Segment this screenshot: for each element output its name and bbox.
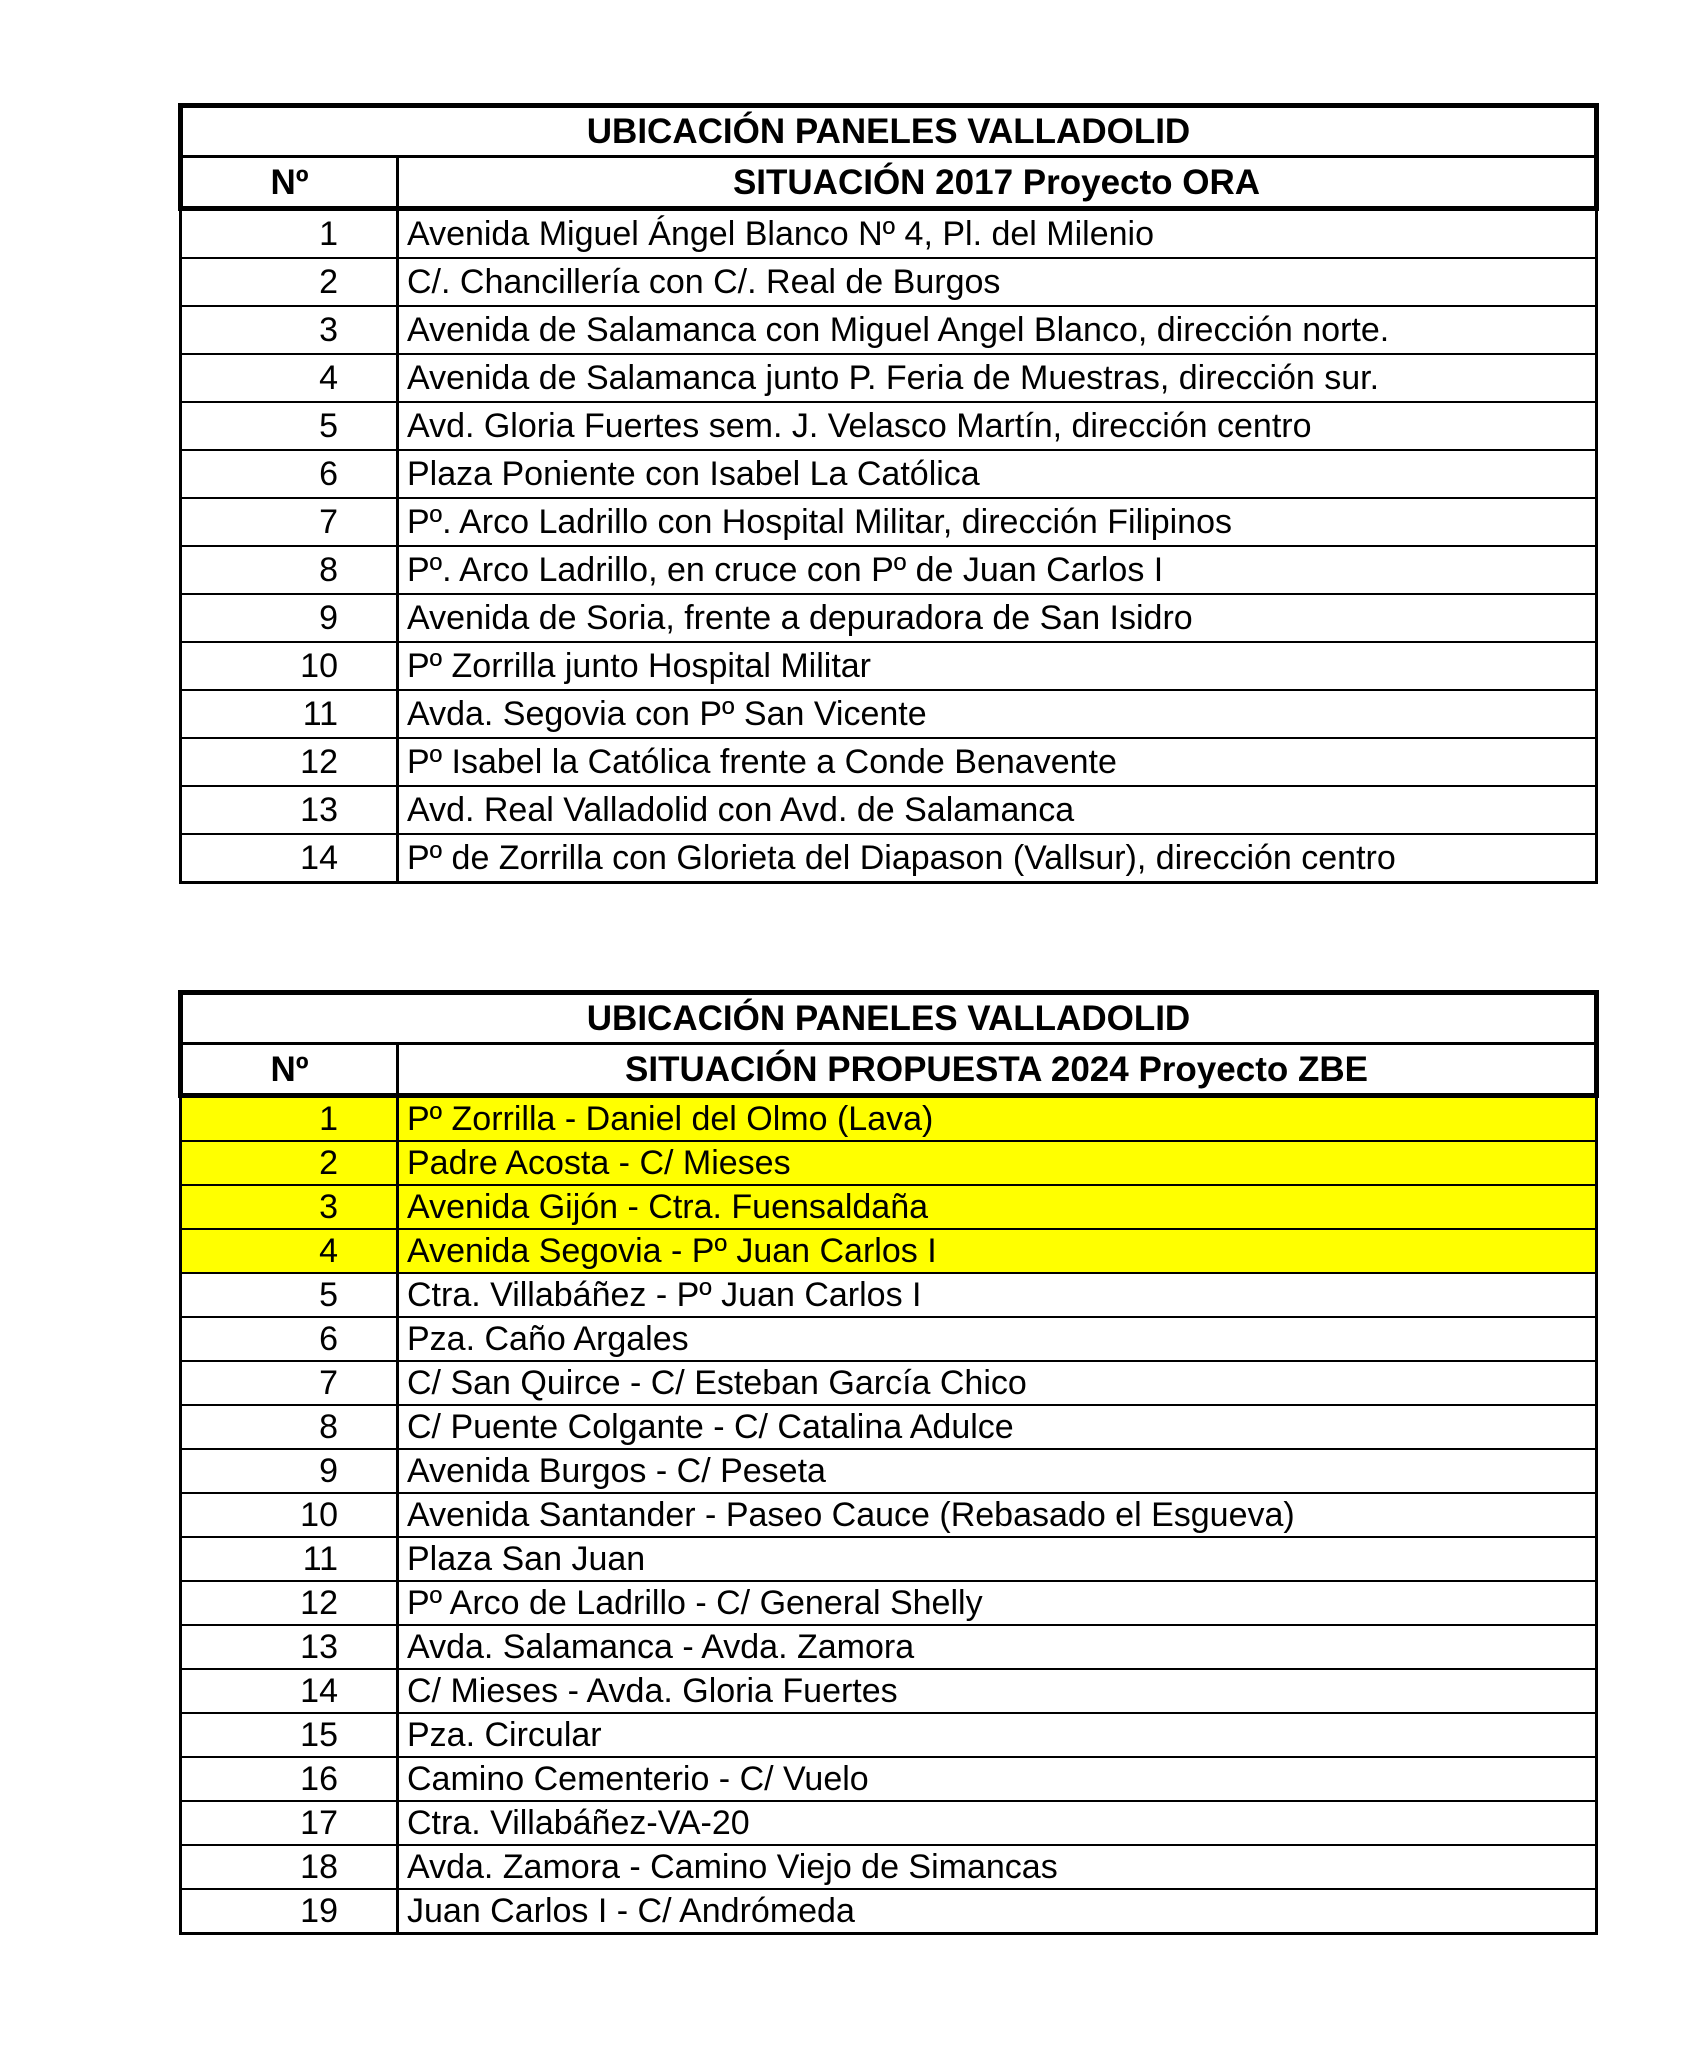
table-row [181,1449,1597,1493]
row-location: Pº Zorrilla - Daniel del Olmo (Lava) [398,1096,1597,1142]
row-location: Ctra. Villabáñez - Pº Juan Carlos I [398,1273,1597,1317]
table-row [181,1229,1597,1273]
row-number: 1 [181,1096,398,1142]
row-location: Ctra. Villabáñez-VA-20 [398,1801,1597,1845]
row-location: Avenida de Salamanca junto P. Feria de Muestras, dirección sur. [398,354,1597,402]
table-title-row [181,106,1597,157]
panels-table-2017-body [181,106,1597,883]
row-location: C/. Chancillería con C/. Real de Burgos [398,258,1597,306]
row-number: 5 [181,1273,398,1317]
table-header-row [181,1044,1597,1096]
table-row [181,402,1597,450]
row-number: 15 [181,1713,398,1757]
row-number: 13 [181,786,398,834]
row-location: Plaza San Juan [398,1537,1597,1581]
table-title-row [181,993,1597,1044]
header-number: Nº [181,1044,398,1096]
row-number: 6 [181,1317,398,1361]
row-number: 3 [181,306,398,354]
row-location: Avda. Zamora - Camino Viejo de Simancas [398,1845,1597,1889]
row-location: C/ Puente Colgante - C/ Catalina Adulce [398,1405,1597,1449]
row-number: 19 [181,1889,398,1934]
table-row [181,1889,1597,1934]
table-row [181,1713,1597,1757]
table-row [181,258,1597,306]
table-row [181,786,1597,834]
row-location: Avenida Gijón - Ctra. Fuensaldaña [398,1185,1597,1229]
row-location: Juan Carlos I - C/ Andrómeda [398,1889,1597,1934]
row-number: 12 [181,738,398,786]
row-location: Avenida Burgos - C/ Peseta [398,1449,1597,1493]
panels-table-2024-body [181,993,1597,1934]
row-number: 14 [181,1669,398,1713]
row-location: Pº Isabel la Católica frente a Conde Benavente [398,738,1597,786]
table-title: UBICACIÓN PANELES VALLADOLID [181,106,1597,157]
table-row [181,354,1597,402]
row-location: Padre Acosta - C/ Mieses [398,1141,1597,1185]
header-location: SITUACIÓN 2017 Proyecto ORA [398,157,1597,209]
table-row [181,1757,1597,1801]
row-location: Avenida de Soria, frente a depuradora de San Isidro [398,594,1597,642]
row-location: Pº Arco de Ladrillo - C/ General Shelly [398,1581,1597,1625]
table-row [181,1096,1597,1142]
table-row [181,1185,1597,1229]
row-number: 10 [181,1493,398,1537]
row-location: Pº. Arco Ladrillo con Hospital Militar, dirección Filipinos [398,498,1597,546]
table-row [181,546,1597,594]
row-number: 11 [181,1537,398,1581]
table-row [181,1537,1597,1581]
row-location: Pza. Caño Argales [398,1317,1597,1361]
row-number: 12 [181,1581,398,1625]
row-number: 18 [181,1845,398,1889]
row-number: 13 [181,1625,398,1669]
row-location: Avenida de Salamanca con Miguel Angel Blanco, dirección norte. [398,306,1597,354]
row-location: C/ Mieses - Avda. Gloria Fuertes [398,1669,1597,1713]
table-row [181,1361,1597,1405]
row-location: Pº de Zorrilla con Glorieta del Diapason (Vallsur), dirección centro [398,834,1597,883]
table-row [181,1493,1597,1537]
row-number: 14 [181,834,398,883]
table-header-row [181,157,1597,209]
row-location: Plaza Poniente con Isabel La Católica [398,450,1597,498]
table-row [181,642,1597,690]
row-number: 8 [181,546,398,594]
row-number: 7 [181,1361,398,1405]
row-number: 8 [181,1405,398,1449]
table-title: UBICACIÓN PANELES VALLADOLID [181,993,1597,1044]
row-location: Avda. Salamanca - Avda. Zamora [398,1625,1597,1669]
row-number: 9 [181,1449,398,1493]
table-row [181,1273,1597,1317]
row-location: Pza. Circular [398,1713,1597,1757]
row-number: 2 [181,258,398,306]
header-location: SITUACIÓN PROPUESTA 2024 Proyecto ZBE [398,1044,1597,1096]
table-row [181,1581,1597,1625]
row-number: 11 [181,690,398,738]
row-number: 17 [181,1801,398,1845]
row-location: Pº Zorrilla junto Hospital Militar [398,642,1597,690]
row-location: Avenida Santander - Paseo Cauce (Rebasado el Esgueva) [398,1493,1597,1537]
table-row [181,306,1597,354]
row-number: 7 [181,498,398,546]
table-row [181,834,1597,883]
row-location: Avd. Real Valladolid con Avd. de Salamanca [398,786,1597,834]
table-row [181,498,1597,546]
table-row [181,594,1597,642]
table-row [181,690,1597,738]
row-number: 1 [181,209,398,259]
row-location: Camino Cementerio - C/ Vuelo [398,1757,1597,1801]
panels-table-2017 [178,103,1599,884]
row-location: Pº. Arco Ladrillo, en cruce con Pº de Juan Carlos I [398,546,1597,594]
table-row [181,1625,1597,1669]
table-row [181,738,1597,786]
row-number: 6 [181,450,398,498]
table-row [181,1801,1597,1845]
row-location: Avenida Miguel Ángel Blanco Nº 4, Pl. del Milenio [398,209,1597,259]
row-number: 3 [181,1185,398,1229]
row-number: 9 [181,594,398,642]
table-row [181,1317,1597,1361]
table-row [181,1669,1597,1713]
row-number: 4 [181,1229,398,1273]
panels-table-2024 [178,990,1599,1935]
header-number: Nº [181,157,398,209]
row-number: 5 [181,402,398,450]
row-number: 16 [181,1757,398,1801]
row-number: 4 [181,354,398,402]
table-row [181,209,1597,259]
row-number: 10 [181,642,398,690]
row-number: 2 [181,1141,398,1185]
row-location: C/ San Quirce - C/ Esteban García Chico [398,1361,1597,1405]
table-row [181,450,1597,498]
table-row [181,1141,1597,1185]
row-location: Avda. Segovia con Pº San Vicente [398,690,1597,738]
table-row [181,1405,1597,1449]
row-location: Avd. Gloria Fuertes sem. J. Velasco Martín, dirección centro [398,402,1597,450]
table-row [181,1845,1597,1889]
row-location: Avenida Segovia - Pº Juan Carlos I [398,1229,1597,1273]
